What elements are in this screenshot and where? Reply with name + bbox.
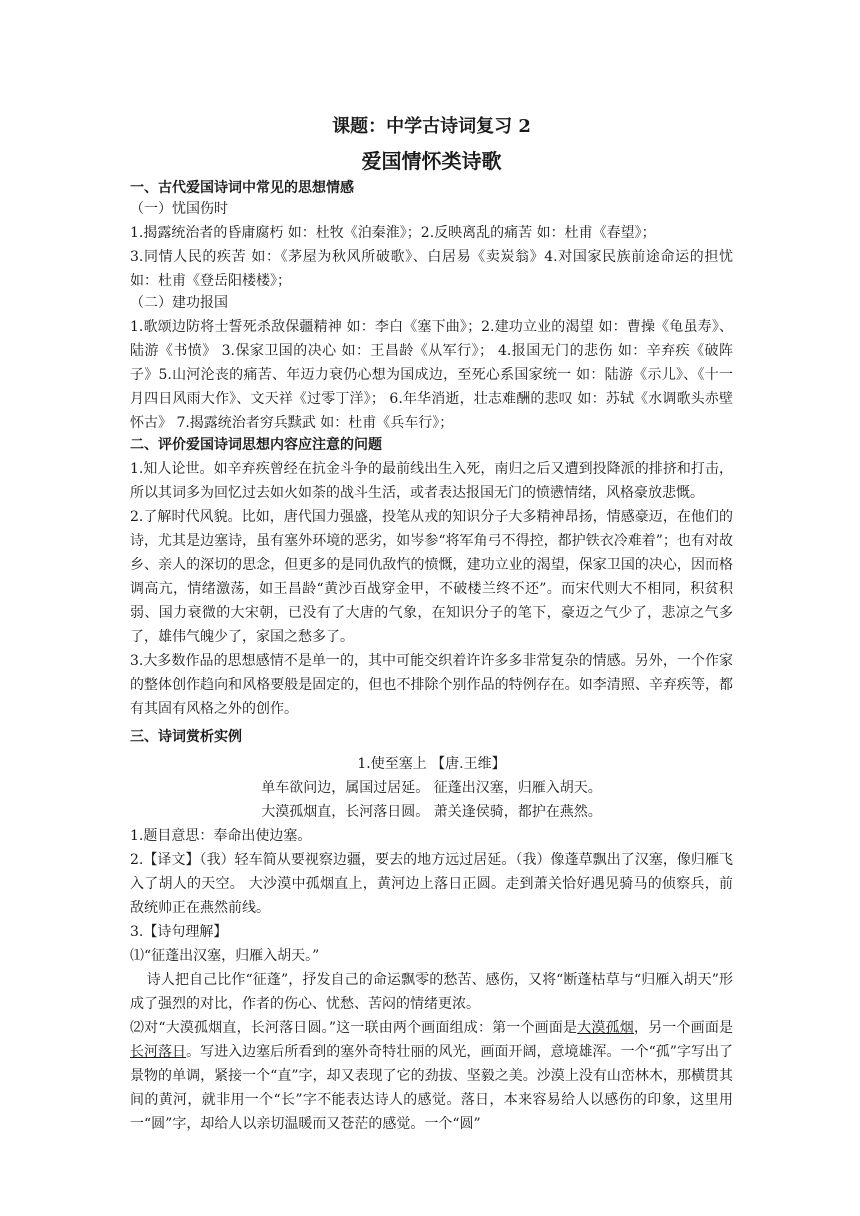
paragraph-6-part-b: ，另一个画面是 <box>633 1020 733 1036</box>
section-2-paragraph-2: 2.了解时代风貌。比如，唐代国力强盛，投笔从戎的知识分子大多精神昂扬，情感豪迈，在他们的诗，尤其是边塞诗，虽有塞外环境的恶劣，如岑参“将军角弓不得控，都护铁衣冷难着”；也有对故乡、亲人的深切的思念，但更多的是同仇敌忾的愤慨，建功立业的渴望，保家卫国的决心，因而格调高亢，情绪激荡，如王昌龄“黄沙百战穿金甲，不破楼兰终不还”。而宋代则大不相同，积贫积弱、国力衰微的大宋朝，已没有了大唐的气象，在知识分子的笔下，豪迈之气少了，悲凉之气多了，雄伟气魄少了，家国之愁多了。 <box>130 509 733 645</box>
section-3-paragraph-3: 3.【诗句理解】 <box>130 924 228 940</box>
paragraph-6-part-a: ⑵对“大漠孤烟直，长河落日圆。”这一联由两个画面组成：第一个画面是 <box>130 1020 578 1036</box>
section-1-heading: 一、古代爱国诗词中常见的思想情感 <box>130 180 354 196</box>
section-3-paragraph-6 <box>130 1016 733 1136</box>
document-page <box>130 110 733 1136</box>
section-1-sub2-paragraph: 1.歌颂边防将士誓死杀敌保疆精神 如：李白《塞下曲》；2.建功立业的渴望 如：曹操《龟虽寿》、陆游《书愤》 3.保家卫国的决心 如：王昌龄《从军行》； 4.报国无门的悲伤 如：辛弃疾《破阵子》5.山河沦丧的痛苦、年迈力衰仍心想为国成边，至死心系国家统一 如：陆游《示儿》、《十一月四日风雨大作》、文天祥《过零丁洋》； 6.年华消逝，壮志难酬的悲叹 如：苏轼《水调歌头赤壁怀古》 7.揭露统治者穷兵黩武 如：杜甫《兵车行》； <box>130 319 733 431</box>
underlined-phrase-2: 长河落日 <box>130 1044 187 1060</box>
section-3-paragraph-4: ⑴“征蓬出汉塞，归雁入胡天。” <box>130 948 320 964</box>
section-3-paragraph-1: 1.题目意思：奉命出使边塞。 <box>130 828 312 844</box>
section-2-paragraph-1: 1.知人论世。如辛弃疾曾经在抗金斗争的最前线出生入死，南归之后又遭到投降派的排挤和打击，所以其词多为回忆过去如火如荼的战斗生活，或者表达报国无门的愤懑情绪，风格豪放悲慨。 <box>130 461 733 501</box>
section-1-sub1-heading: （一）忧国伤时 <box>130 201 228 217</box>
section-3-heading: 三、诗词赏析实例 <box>130 729 242 745</box>
poem-line-2: 大漠孤烟直，长河落日圆。 萧关逢侯骑，都护在燕然。 <box>261 804 602 820</box>
paragraph-6-part-c: 。写进入边塞后所看到的塞外奇特壮丽的风光，画面开阔，意境雄浑。一个“孤”字写出了景物的单调，紧接一个“直”字，却又表现了它的劲拔、坚毅之美。沙漠上没有山峦林木，那横贯其间的黄河，就非用一个“长”字不能表达诗人的感觉。落日，本来容易给人以感伤的印象，这里用一“圆”字，却给人以亲切温暖而又苍茫的感觉。一个“圆” <box>130 1044 734 1132</box>
section-3-paragraph-2: 2.【译文】（我）轻车简从要视察边疆，要去的地方远过居延。（我）像蓬草飘出了汉塞，像归雁飞入了胡人的天空。 大沙漠中孤烟直上，黄河边上落日正圆。走到萧关恰好遇见骑马的侦察兵，前敌统帅正在燕然前线。 <box>130 852 733 916</box>
section-2-paragraph-3: 3.大多数作品的思想感情不是单一的，其中可能交织着许许多多非常复杂的情感。另外，一个作家的整体创作趋向和风格要般是固定的，但也不排除个别作品的特例存在。如李清照、辛弃疾等，都有其固有风格之外的创作。 <box>130 653 733 717</box>
poem-title: 1.使至塞上 【唐.王维】 <box>357 756 506 772</box>
section-1-sub1-paragraph-1: 1.揭露统治者的昏庸腐朽 如：杜牧《泊秦淮》；2.反映离乱的痛苦 如：杜甫《春望》； <box>130 225 656 241</box>
poem-line-1: 单车欲问边，属国过居延。 征蓬出汉塞，归雁入胡天。 <box>261 780 602 796</box>
section-3-paragraph-5: 诗人把自己比作“征蓬”，抒发自己的命运飘零的愁苦、感伤，又将“断蓬枯草与“归雁入胡天”形成了强烈的对比，作者的伤心、忧愁、苦闷的情绪更浓。 <box>130 972 733 1012</box>
section-1-sub1-paragraph-2: 3.同情人民的疾苦 如：《茅屋为秋风所破歌》、白居易《卖炭翁》4.对国家民族前途命运的担忧 如：杜甫《登岳阳楼楼》； <box>130 249 733 289</box>
underlined-phrase-1: 大漠孤烟 <box>577 1020 634 1036</box>
page-subtitle: 爱国情怀类诗歌 <box>361 149 502 173</box>
section-1-sub2-heading: （二）建功报国 <box>130 295 228 311</box>
page-title: 课题：中学古诗词复习 2 <box>332 116 531 137</box>
section-2-heading: 二、评价爱国诗词思想内容应注意的问题 <box>130 437 382 453</box>
